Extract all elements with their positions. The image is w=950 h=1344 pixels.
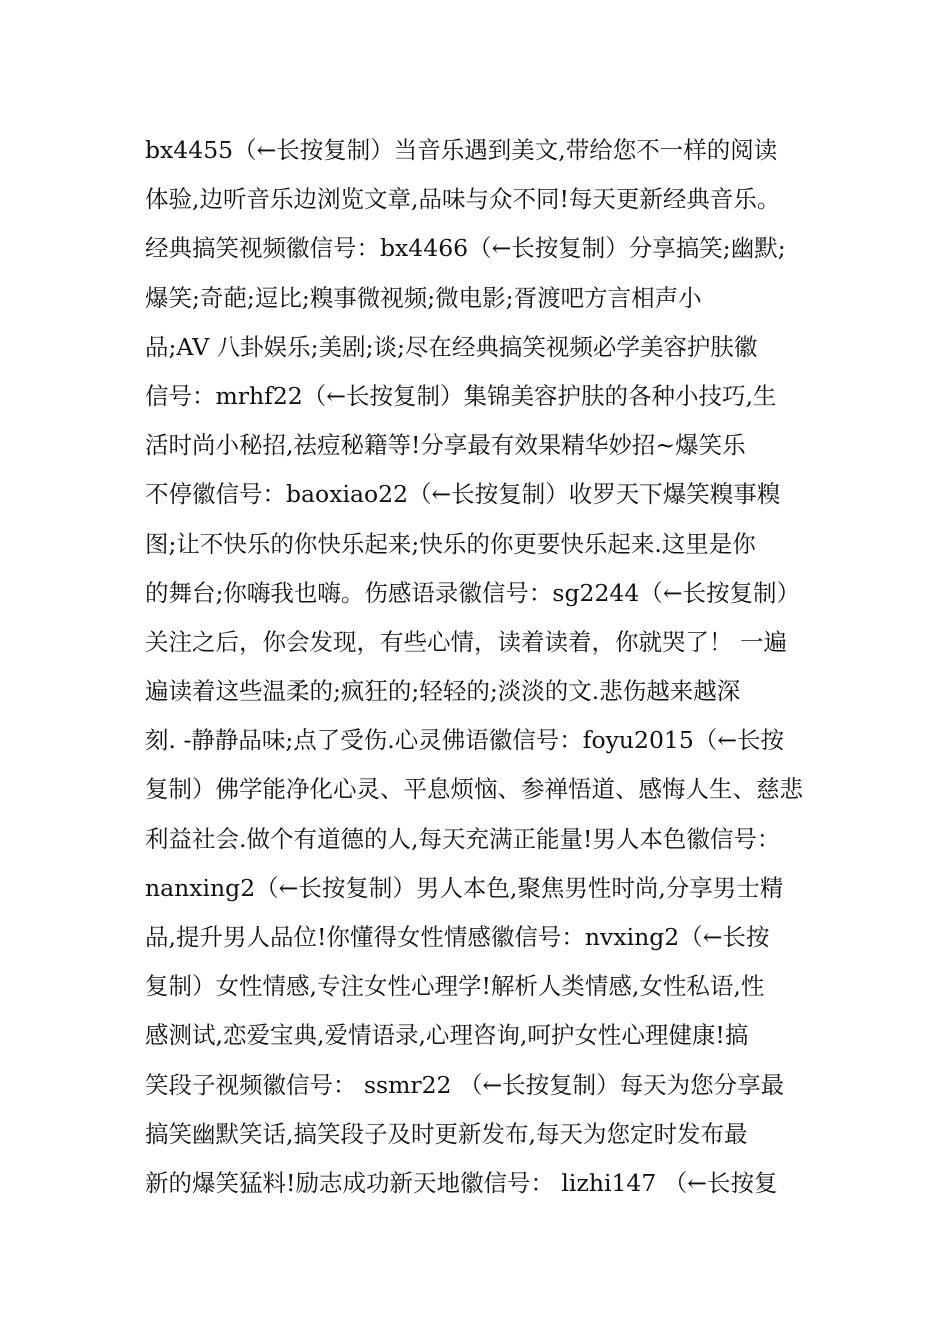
- text-line: 爆笑;奇葩;逗比;糗事微视频;微电影;胥渡吧方言相声小: [145, 283, 702, 312]
- text-line: 刻. -静静品味;点了受伤.心灵佛语徽信号：foyu2015（←长按: [145, 726, 785, 755]
- body-text: [145, 130, 825, 1212]
- text-line: 的舞台;你嗨我也嗨。伤感语录徽信号：sg2244（←长按复制）: [145, 578, 801, 607]
- text-line: 复制）佛学能净化心灵、平息烦恼、参禅悟道、感悔人生、慈悲: [145, 775, 803, 804]
- text-line: 笑段子视频徽信号： ssmr22 （←长按复制）每天为您分享最: [145, 1070, 785, 1099]
- text-line: 活时尚小秘招,祛痘秘籍等!分享最有效果精华妙招~爆笑乐: [145, 431, 746, 460]
- text-line: 经典搞笑视频徽信号：bx4466（←长按复制）分享搞笑;幽默;: [145, 234, 786, 263]
- text-line: 感测试,恋爱宝典,爱情语录,心理咨询,呵护女性心理健康!搞: [145, 1021, 749, 1050]
- text-line: 信号：mrhf22（←长按复制）集锦美容护肤的各种小技巧,生: [145, 381, 777, 410]
- text-line: 利益社会.做个有道德的人,每天充满正能量!男人本色徽信号：: [145, 824, 781, 853]
- text-line: 新的爆笑猛料!励志成功新天地徽信号： lizhi147 （←长按复: [145, 1168, 778, 1197]
- text-line: nanxing2（←长按复制）男人本色,聚焦男性时尚,分享男士精: [145, 873, 784, 902]
- text-line: 品,提升男人品位!你懂得女性情感徽信号：nvxing2（←长按: [145, 923, 770, 951]
- text-line: 搞笑幽默笑话,搞笑段子及时更新发布,每天为您定时发布最: [145, 1119, 748, 1148]
- text-line: 遍读着这些温柔的;疯狂的;轻轻的;淡淡的文.悲伤越来越深: [145, 677, 741, 706]
- text-line: 不停徽信号：baoxiao22（←长按复制）收罗天下爆笑糗事糗: [145, 480, 781, 509]
- text-line: 关注之后，你会发现，有些心情，读着读着，你就哭了！ 一遍: [145, 627, 787, 656]
- text-line: 复制）女性情感,专注女性心理学!解析人类情感,女性私语,性: [145, 972, 765, 1001]
- text-line: bx4455（←长按复制）当音乐遇到美文,带给您不一样的阅读: [145, 136, 778, 164]
- text-line: 图;让不快乐的你快乐起来;快乐的你更要快乐起来.这里是你: [145, 529, 756, 558]
- text-line: 品;AV 八卦娱乐;美剧;谈;尽在经典搞笑视频必学美容护肤徽: [145, 332, 758, 361]
- text-line: 体验,边听音乐边浏览文章,品味与众不同!每天更新经典音乐。: [145, 185, 781, 214]
